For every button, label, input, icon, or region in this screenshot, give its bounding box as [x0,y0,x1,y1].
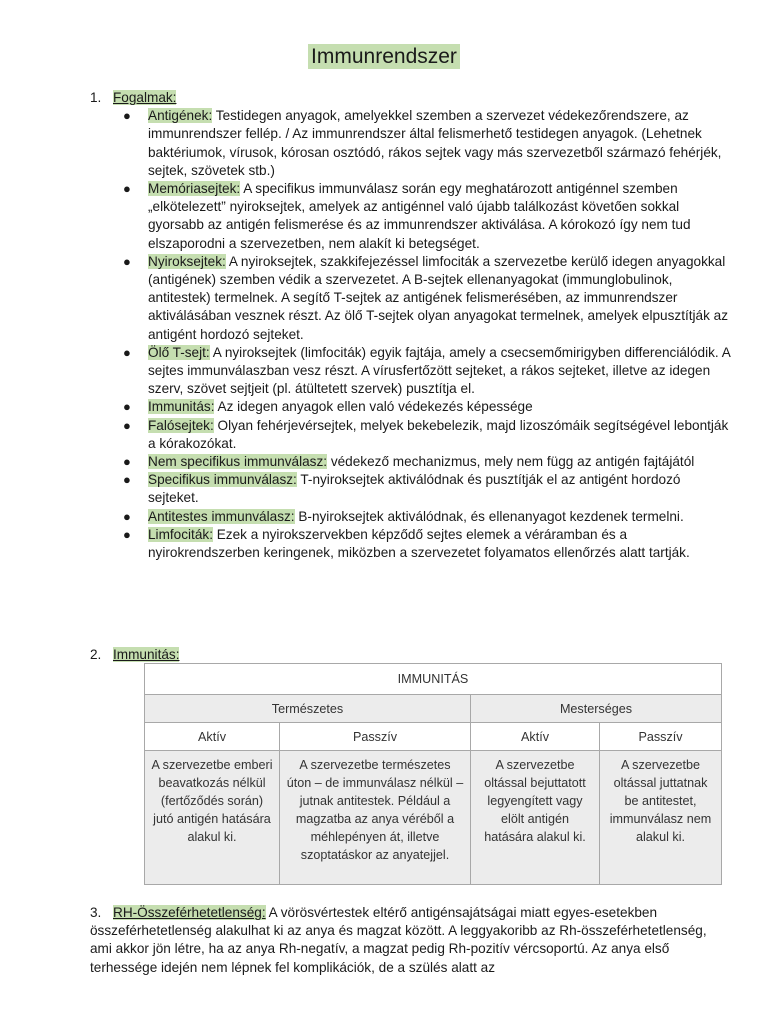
section-number: 2. [90,647,102,662]
table-group-natural: Természetes [145,695,471,723]
list-item [90,107,730,180]
table-col-active: Aktív [471,723,600,751]
bullet-icon: ● [123,472,131,488]
definition-list [90,107,730,562]
section-concepts [90,89,730,562]
section-number: 3. [90,905,102,920]
bullet-icon: ● [123,454,131,470]
term: Nem specifikus immunválasz: [148,454,328,470]
section-number: 1. [90,90,102,105]
term: Antigének: [148,108,213,124]
immunity-table [144,663,722,885]
term: Ölő T-sejt: [148,344,210,360]
term: Limfociták: [148,526,213,542]
definition-text: Ezek a nyirokszervekben képződő sejtes elemek a véráramban és a nyirokrendszerben keringenek, miközben a szervezetet folyamatos ellenőrzés alatt tartják. [148,526,690,561]
bullet-icon: ● [123,399,131,415]
term: Specifikus immunválasz: [148,472,297,488]
bullet-icon: ● [123,344,131,360]
definition-text: Testidegen anyagok, amelyekkel szemben a szervezet védekezőrendszere, az immunrendszer fellép. / Az immunrendszer által felismerhető testidegen anyagok. (Lehetnek baktériumok, vírusok, kórosan osztódó, rákos sejtek vagy más szervezetből származó fehérjék, sejtek, szövetek stb.) [148,108,722,178]
bullet-icon: ● [123,253,131,269]
definition-text: védekező mechanizmus, mely nem függ az antigén fajtájától [327,454,695,470]
table-cell: A szervezetbe természetes úton – de immunválasz nélkül – jutnak antitestek. Például a magzatba az anya véréből a méhlepényen át, illetve szoptatáskor az anyatejjel. [280,751,471,885]
term: Nyiroksejtek: [148,253,226,269]
definition-text: B-nyiroksejtek aktiválódnak, és ellenanyagot kezdenek termelni. [294,508,684,524]
section-heading: Immunitás: [113,647,180,662]
table-cell: A szervezetbe oltással juttatnak be antitestet, immunválasz nem alakul ki. [600,751,722,885]
list-item [90,253,730,344]
definition-text: Olyan fehérjevérsejtek, melyek bekebelezik, majd lizoszómáik segítségével lebontják a kórakozókat. [148,417,729,451]
definition-text: A nyiroksejtek (limfociták) egyik fajtája, amely a csecsemőmirigyben differenciálódik. A sejtes immunválaszban vesz részt. A vírusfertőzött sejteket, a rákos sejteket, illetve az idegen szerv, szövet sejtjeit (pl. átültetett szervek) pusztítja el. [148,344,731,397]
section-rh [90,904,730,977]
definition-text: Az idegen anyagok ellen való védekezés képessége [214,399,533,415]
section-immunity [90,646,730,664]
bullet-icon: ● [123,526,131,542]
table-cell: A szervezetbe oltással bejuttatott legyengített vagy elölt antigén hatására alakul ki. [471,751,600,885]
table-cell: A szervezetbe emberi beavatkozás nélkül (fertőződés során) jutó antigén hatására alakul ki. [145,751,280,885]
table-col-passive: Passzív [600,723,722,751]
list-item [90,471,730,507]
paragraph-text: A vörösvértestek eltérő antigénsajátságai miatt egyes-esetekben összeférhetetlenség alakulhat ki az anya és magzat között. A leggyakoribb az Rh-összeférhetetlenség, ami akkor jön létre, ha az anya Rh-negatív, a magzat pedig Rh-pozitív vércsoportú. Az anya első terhessége idején nem lépnek fel komplikációk, de a szülés alatt az [90,905,707,975]
list-item [90,398,730,416]
list-item [90,526,730,562]
section-heading: Fogalmak: [113,90,177,105]
term: Falósejtek: [148,417,214,433]
bullet-icon: ● [123,417,131,433]
bullet-icon: ● [123,108,131,124]
table-col-active: Aktív [145,723,280,751]
definition-text: A specifikus immunválasz során egy meghatározott antigénnel szemben „elkötelezett” nyiroksejtek, amelyek az antigénnel való újabb találkozást követően sokkal gyorsabb az antigén felismerése és az immunrendszer aktiválása. A kórokozó így nem tud elszaporodni a szervezetben, nem alakít ki betegséget. [148,181,691,251]
table-group-artificial: Mesterséges [471,695,722,723]
table-header: IMMUNITÁS [145,664,722,695]
list-item [90,180,730,253]
table-col-passive: Passzív [280,723,471,751]
definition-text: A nyiroksejtek, szakkifejezéssel limfociták a szervezetbe kerülő idegen anyagokkal (antigének) szemben védik a szervezetet. A B-sejtek ellenanyagokat (immunglobulinok, antitestek) termelnek. A segítő T-sejtek az antigének felismerésében, az immunrendszer aktiválásában vesznek részt. Az ölő T-sejtek olyan anyagokat termelnek, amelyek elpusztítják az antigént hordozó sejteket. [148,253,729,342]
definition-text: T-nyiroksejtek aktiválódnak és pusztítják el az antigént hordozó sejteket. [148,472,681,506]
list-item [90,508,730,526]
list-item [90,344,730,399]
list-item [90,417,730,453]
term: Immunitás: [148,399,215,415]
section-heading: RH-Összeférhetetlenség: [113,905,266,920]
term: Antitestes immunválasz: [148,508,295,524]
bullet-icon: ● [123,181,131,197]
bullet-icon: ● [123,508,131,524]
page-title: Immunrendszer [0,42,768,72]
term: Memóriasejtek: [148,181,241,197]
list-item [90,453,730,471]
